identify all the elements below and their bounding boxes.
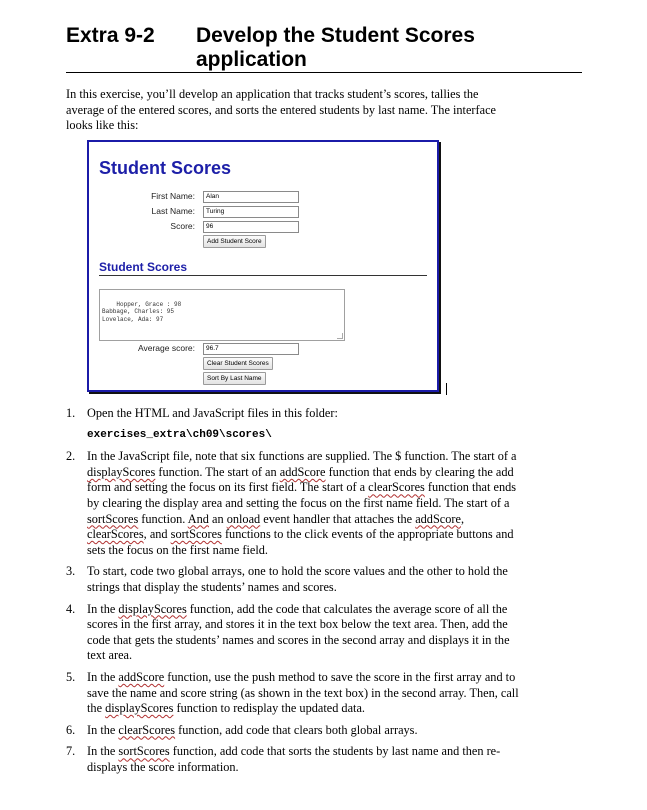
sort-by-last-name-button[interactable]: Sort By Last Name: [203, 372, 266, 385]
add-student-score-button[interactable]: Add Student Score: [203, 235, 266, 248]
step-2: 2. In the JavaScript file, note that six functions are supplied. The $ function. The start of a displayScores function. The start of an addScore function that ends by clearing the add form and setting the focus on its first field. The start of a clearScores function that ends by clearing the display area and setting the focus on the first name field. The start of a sortScores function. And an onload event handler that attaches the addScore, clearScores, and sortScores functions to the click events of the appropriate buttons and sets the focus on the first name field.: [66, 449, 517, 557]
heading-rule: [66, 72, 582, 73]
first-name-label: First Name:: [151, 191, 195, 201]
scores-list-rule: [99, 275, 427, 276]
step-3: 3. To start, code two global arrays, one to hold the score values and the other to hold the strings that display the students’ names and scores.: [66, 564, 508, 594]
folder-path: exercises_extra\ch09\scores\: [87, 428, 272, 441]
first-name-input[interactable]: Alan: [203, 191, 299, 203]
steps-list: [66, 406, 526, 781]
app-screenshot: [87, 140, 439, 392]
app-title: Student Scores: [99, 158, 232, 178]
resize-grip-icon[interactable]: [337, 333, 343, 339]
scores-list-title: Student Scores: [99, 260, 188, 274]
step-1: 1. Open the HTML and JavaScript files in this folder: exercises_extra\ch09\scores\: [66, 406, 526, 443]
last-name-input[interactable]: Turing: [203, 206, 299, 218]
scores-text: Hopper, Grace : 98 Babbage, Charles: 95 Lovelace, Ada: 97: [102, 300, 182, 323]
intro-paragraph: In this exercise, you’ll develop an application that tracks student’s scores, tallies the average of the entered scores, and sorts the entered students by last name. The interface looks like this:: [66, 87, 496, 132]
clear-student-scores-button[interactable]: Clear Student Scores: [203, 357, 273, 370]
average-score-label: Average score:: [137, 343, 195, 353]
exercise-title: Develop the Student Scores application: [196, 24, 475, 71]
average-score-output[interactable]: 96.7: [203, 343, 299, 355]
score-label: Score:: [170, 221, 195, 231]
step-5: 5. In the addScore function, use the push method to save the score in the first array and to save the name and score string (as shown in the text box) in the second array. Then, call the displayScores function to redisplay the updated data.: [66, 669, 519, 716]
step-7: 7. In the sortScores function, add code that sorts the students by last name and then re-displays the score information.: [66, 744, 501, 774]
last-name-label: Last Name:: [151, 206, 195, 216]
score-input[interactable]: 96: [203, 221, 299, 233]
step-4: 4. In the displayScores function, add the code that calculates the average score of all the scores in the first array, and stores it in the text box below the text area. Then, add the code that gets the students’ names and scores in the second array and displays it in the text area.: [66, 601, 510, 663]
scores-textarea[interactable]: [99, 289, 345, 341]
exercise-number: Extra 9-2: [66, 24, 155, 47]
step-6: 6. In the clearScores function, add code that clears both global arrays.: [66, 722, 418, 737]
text-cursor: [446, 383, 447, 395]
